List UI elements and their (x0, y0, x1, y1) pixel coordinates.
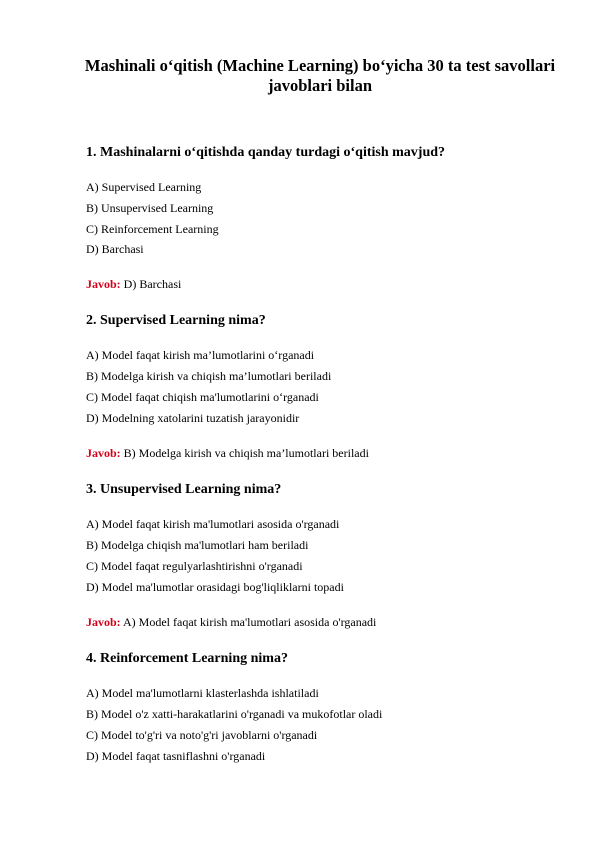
question-4-heading: 4. Reinforcement Learning nima? (86, 651, 288, 666)
title-line-2: javoblari bilan (267, 76, 373, 95)
question-3-heading: 3. Unsupervised Learning nima? (86, 482, 282, 497)
question-2-answer (86, 446, 369, 461)
question-4-option-c: C) Model to'g'ri va noto'g'ri javoblarni o'rganadi (86, 728, 318, 742)
question-3-option-c: C) Model faqat regulyarlashtirishni o'rganadi (86, 559, 303, 573)
question-1-heading: 1. Mashinalarni o‘qitishda qanday turdagi o‘qitish mavjud? (86, 145, 446, 160)
question-3-option-b: B) Modelga chiqish ma'lumotlari ham beriladi (86, 538, 309, 552)
question-1-answer (86, 277, 181, 292)
document-title (80, 56, 560, 96)
question-3-option-a: A) Model faqat kirish ma'lumotlari asosida o'rganadi (86, 517, 340, 531)
question-2-heading: 2. Supervised Learning nima? (86, 313, 266, 328)
question-4-option-d: D) Model faqat tasniflashni o'rganadi (86, 749, 266, 763)
question-3-option-d: D) Model ma'lumotlar orasidagi bog'liqliklarni topadi (86, 580, 344, 594)
answer-label: Javob: (86, 615, 121, 629)
answer-label: Javob: (86, 446, 121, 460)
question-2-option-a: A) Model faqat kirish ma’lumotlarini o‘rganadi (86, 348, 315, 362)
answer-text: A) Model faqat kirish ma'lumotlari asosida o'rganadi (120, 615, 377, 629)
question-3-answer (86, 615, 376, 630)
answer-label: Javob: (86, 277, 121, 291)
question-2-option-c: C) Model faqat chiqish ma'lumotlarini o‘rganadi (86, 390, 319, 404)
question-1-option-b: B) Unsupervised Learning (86, 201, 214, 215)
question-2-option-b: B) Modelga kirish va chiqish ma’lumotlari beriladi (86, 369, 332, 383)
question-2-option-d: D) Modelning xatolarini tuzatish jarayonidir (86, 411, 300, 425)
question-1-option-c: C) Reinforcement Learning (86, 222, 219, 236)
answer-text: D) Barchasi (120, 277, 182, 291)
title-line-1: Mashinali o‘qitish (Machine Learning) bo‘yicha 30 ta test savollari (84, 56, 556, 75)
question-1-option-a: A) Supervised Learning (86, 180, 202, 194)
question-1-option-d: D) Barchasi (86, 242, 144, 256)
question-4-option-a: A) Model ma'lumotlarni klasterlashda ishlatiladi (86, 686, 319, 700)
answer-text: B) Modelga kirish va chiqish ma’lumotlari beriladi (120, 446, 369, 460)
question-4-option-b: B) Model o'z xatti-harakatlarini o'rganadi va mukofotlar oladi (86, 707, 383, 721)
